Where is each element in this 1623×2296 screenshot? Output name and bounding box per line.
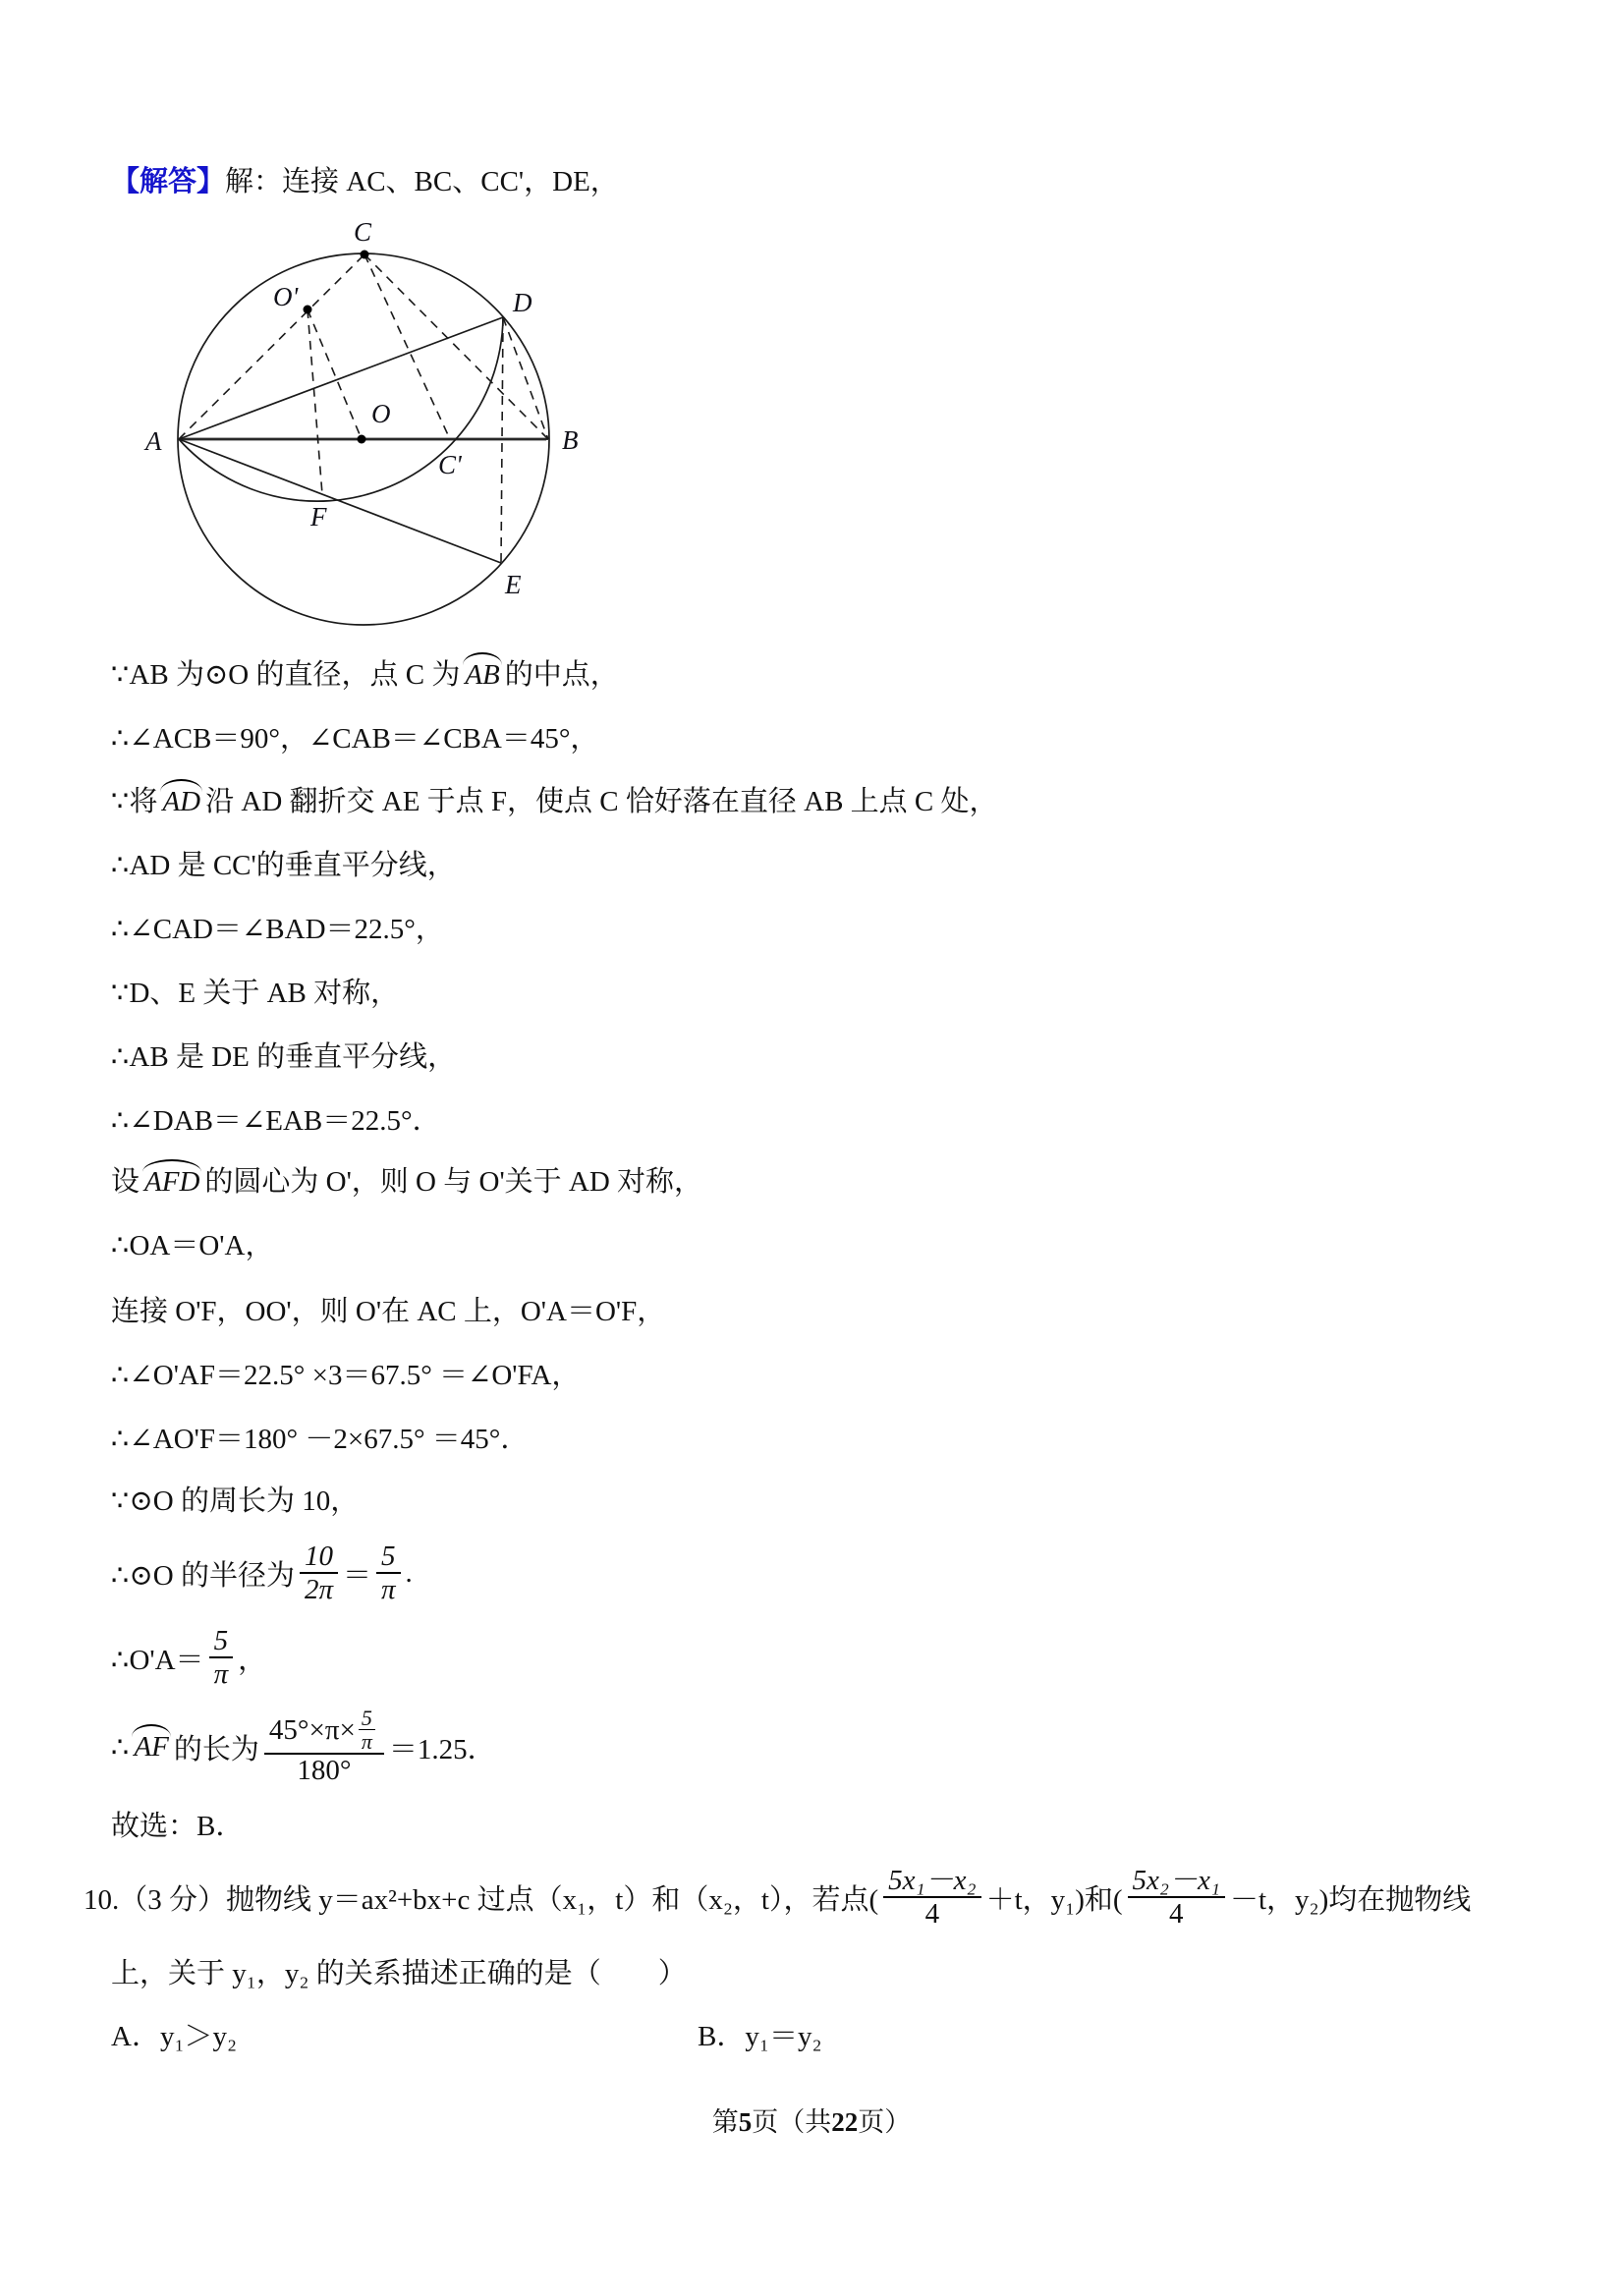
label-O: O	[371, 399, 391, 428]
fraction-5-over-pi	[376, 1540, 401, 1606]
solution-intro-line	[111, 159, 619, 199]
answer-choice-line: 故选：B．	[111, 1811, 245, 1842]
text-segment: 10.（3 分）抛物线 y＝ax²+bx+c 过点（x₁，t）和（x₂，t），若点(	[84, 1883, 879, 1916]
nested-fraction-5-over-pi	[357, 1707, 377, 1753]
text-segment: －t，y₂)均在抛物线	[1229, 1883, 1472, 1916]
question-10-line-2: 上，关于 y₁，y₂ 的关系描述正确的是（ ）	[111, 1958, 687, 1989]
proof-line-8: ∴∠DAB＝∠EAB＝22.5°．	[111, 1105, 441, 1137]
footer-page-number: 5	[738, 2107, 753, 2137]
footer-text: 页（共	[752, 2107, 832, 2137]
fraction-numerator: 10	[300, 1540, 338, 1574]
solution-intro-text: 解：连接 AC、BC、CC'，DE，	[225, 166, 619, 197]
text-segment: 的圆心为 O'，则 O 与 O'关于 AD 对称，	[204, 1166, 703, 1198]
proof-line-13: ∴∠AO'F＝180° －2×67.5° ＝45°．	[111, 1424, 530, 1455]
label-B: B	[562, 425, 579, 455]
option-A: A．y₁＞y₂	[111, 2021, 238, 2052]
fraction-numerator: 5x₁－x₂	[883, 1865, 980, 1898]
text-segment: ∵AB 为⊙O 的直径，点 C 为	[111, 659, 461, 691]
solution-tag: 【解答】	[111, 166, 226, 197]
footer-text: 第	[711, 2107, 739, 2137]
proof-line-15-radius	[111, 1535, 413, 1611]
label-C: C	[354, 217, 372, 247]
label-E: E	[505, 570, 522, 599]
fraction-numerator	[264, 1707, 384, 1755]
fraction-denominator: 4	[1169, 1898, 1184, 1930]
fraction-denominator: π	[381, 1574, 396, 1605]
fraction-numerator: 5x₂－x₁	[1128, 1865, 1225, 1898]
options-row	[111, 2014, 1516, 2054]
text-segment: 的长为	[173, 1733, 259, 1765]
fraction-5-over-pi	[209, 1625, 234, 1691]
fraction-numerator: 5	[376, 1540, 401, 1574]
label-A: A	[145, 426, 162, 456]
fraction-arc-length	[264, 1707, 384, 1787]
option-B: B．y₁＝y₂	[698, 2021, 822, 2052]
equals-sign: ＝	[342, 1559, 371, 1592]
label-Cprime: C'	[438, 450, 462, 479]
text-segment: ∴	[111, 1731, 130, 1764]
dashed-CB	[364, 254, 548, 439]
proof-line-6: ∵D、E 关于 AB 对称，	[111, 978, 400, 1009]
text-segment: ，	[238, 1644, 267, 1676]
text-segment: 的中点，	[504, 659, 619, 691]
page-footer	[0, 2100, 1623, 2139]
fraction-5x1-minus-x2-over-4	[883, 1865, 980, 1931]
point-Oprime-dot	[304, 306, 312, 314]
fraction-5x2-minus-x1-over-4	[1128, 1865, 1225, 1931]
proof-line-16-OprimeA	[111, 1623, 266, 1692]
fraction-denominator: 2π	[304, 1574, 333, 1605]
label-Oprime: O'	[273, 282, 299, 311]
fraction-denominator: π	[361, 1729, 372, 1755]
text-segment: ＋t，y₁)和(	[985, 1883, 1123, 1916]
proof-line-4: ∴AD 是 CC'的垂直平分线，	[111, 850, 456, 881]
text-segment: ∴⊙O 的半径为	[111, 1559, 295, 1592]
footer-total-pages: 22	[831, 2107, 859, 2137]
fraction-numerator: 5	[209, 1625, 234, 1658]
fraction-denominator: π	[213, 1658, 229, 1690]
fraction-denominator: 4	[924, 1898, 940, 1930]
question-10-line-1	[84, 1860, 1471, 1934]
label-F: F	[310, 502, 327, 532]
proof-line-5: ∴∠CAD＝∠BAD＝22.5°，	[111, 914, 444, 945]
proof-line-1	[111, 652, 619, 693]
text-segment: 设	[111, 1166, 140, 1198]
proof-line-11: 连接 O'F，OO'，则 O'在 AC 上，O'A＝O'F，	[111, 1296, 666, 1327]
fraction-numerator: 5	[359, 1707, 375, 1730]
text-segment: .	[405, 1556, 413, 1589]
text-segment: ＝1.25．	[388, 1733, 496, 1765]
proof-line-17-arc-length	[111, 1698, 496, 1796]
text-segment: 45°×π×	[268, 1713, 356, 1746]
dashed-DB	[503, 317, 548, 439]
proof-line-9	[111, 1159, 702, 1200]
arc-overline-AD: AD	[159, 786, 203, 818]
proof-line-7: ∴AB 是 DE 的垂直平分线，	[111, 1041, 457, 1073]
footer-text: 页）	[858, 2107, 912, 2137]
text-segment: 沿 AD 翻折交 AE 于点 F，使点 C 恰好落在直径 AB 上点 C 处，	[205, 786, 998, 817]
fraction-denominator: 180°	[297, 1755, 352, 1787]
proof-line-2: ∴∠ACB＝90°，∠CAB＝∠CBA＝45°，	[111, 723, 599, 755]
proof-line-3	[111, 779, 998, 819]
proof-line-10: ∴OA＝O'A，	[111, 1230, 274, 1261]
fraction-10-over-2pi	[300, 1540, 338, 1606]
point-C-dot	[361, 251, 369, 259]
text-segment: ∵将	[111, 786, 158, 817]
point-O-dot	[358, 435, 366, 444]
arc-overline-AFD: AFD	[141, 1166, 202, 1199]
dashed-AC	[179, 254, 364, 439]
arc-overline-AB: AB	[462, 659, 502, 692]
circle-geometry-diagram	[108, 206, 619, 644]
proof-line-14: ∵⊙O 的周长为 10，	[111, 1485, 360, 1517]
line-AD	[179, 317, 503, 439]
arc-overline-AF: AF	[131, 1731, 171, 1764]
proof-line-12: ∴∠O'AF＝22.5° ×3＝67.5° ＝∠O'FA，	[111, 1360, 581, 1391]
label-D: D	[513, 288, 532, 317]
dashed-OprimeF	[308, 309, 322, 494]
text-segment: ∴O'A＝	[111, 1644, 204, 1676]
